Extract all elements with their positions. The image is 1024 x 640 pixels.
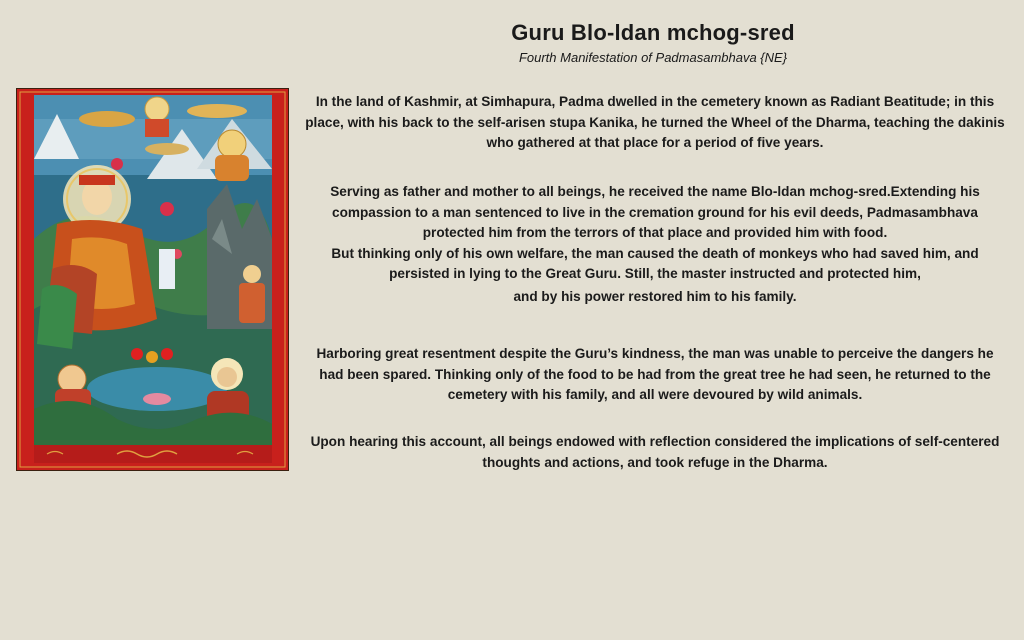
paragraph-refuge: Upon hearing this account, all beings endowed with reflection considered the implications of self-centered thoughts and actions, and took refuge in the Dharma.: [310, 434, 1000, 470]
paragraph-name-and-man: [305, 182, 1005, 307]
paragraph-name: Serving as father and mother to all beings, he received the name Blo-ldan mchog-sred.Extending his compassion to a man sentenced to live in the cremation ground for his evil deeds, Padmasambhava protected him from the terrors of that place and provided him with food.: [330, 184, 980, 240]
paragraph-kashmir: In the land of Kashmir, at Simhapura, Padma dwelled in the cemetery known as Radiant Beatitude; in this place, with his back to the self-arisen stupa Kanika, he turned the Wheel of the Dharma, teaching the dakinis who gathered at that place for a period of five years.: [305, 94, 1005, 150]
thangka-painting: [16, 88, 289, 471]
page-title: Guru Blo-ldan mchog-sred: [511, 20, 795, 45]
paragraph-monkeys: But thinking only of his own welfare, the man caused the death of monkeys who had saved him, and persisted in lying to the Great Guru. Still, the master instructed and protected him,: [331, 245, 979, 281]
paragraph-resentment: Harboring great resentment despite the Guru’s kindness, the man was unable to perceive the dangers he had been spared. Thinking only of the food to be had from the great tree he had seen, he returned to the cemetery with his family, and all were devoured by wild animals.: [316, 346, 994, 402]
page-subtitle: Fourth Manifestation of Padmasambhava {NE}: [518, 50, 788, 65]
thangka-image: [17, 89, 288, 470]
paragraph-restored: and by his power restored him to his family.: [513, 288, 797, 304]
